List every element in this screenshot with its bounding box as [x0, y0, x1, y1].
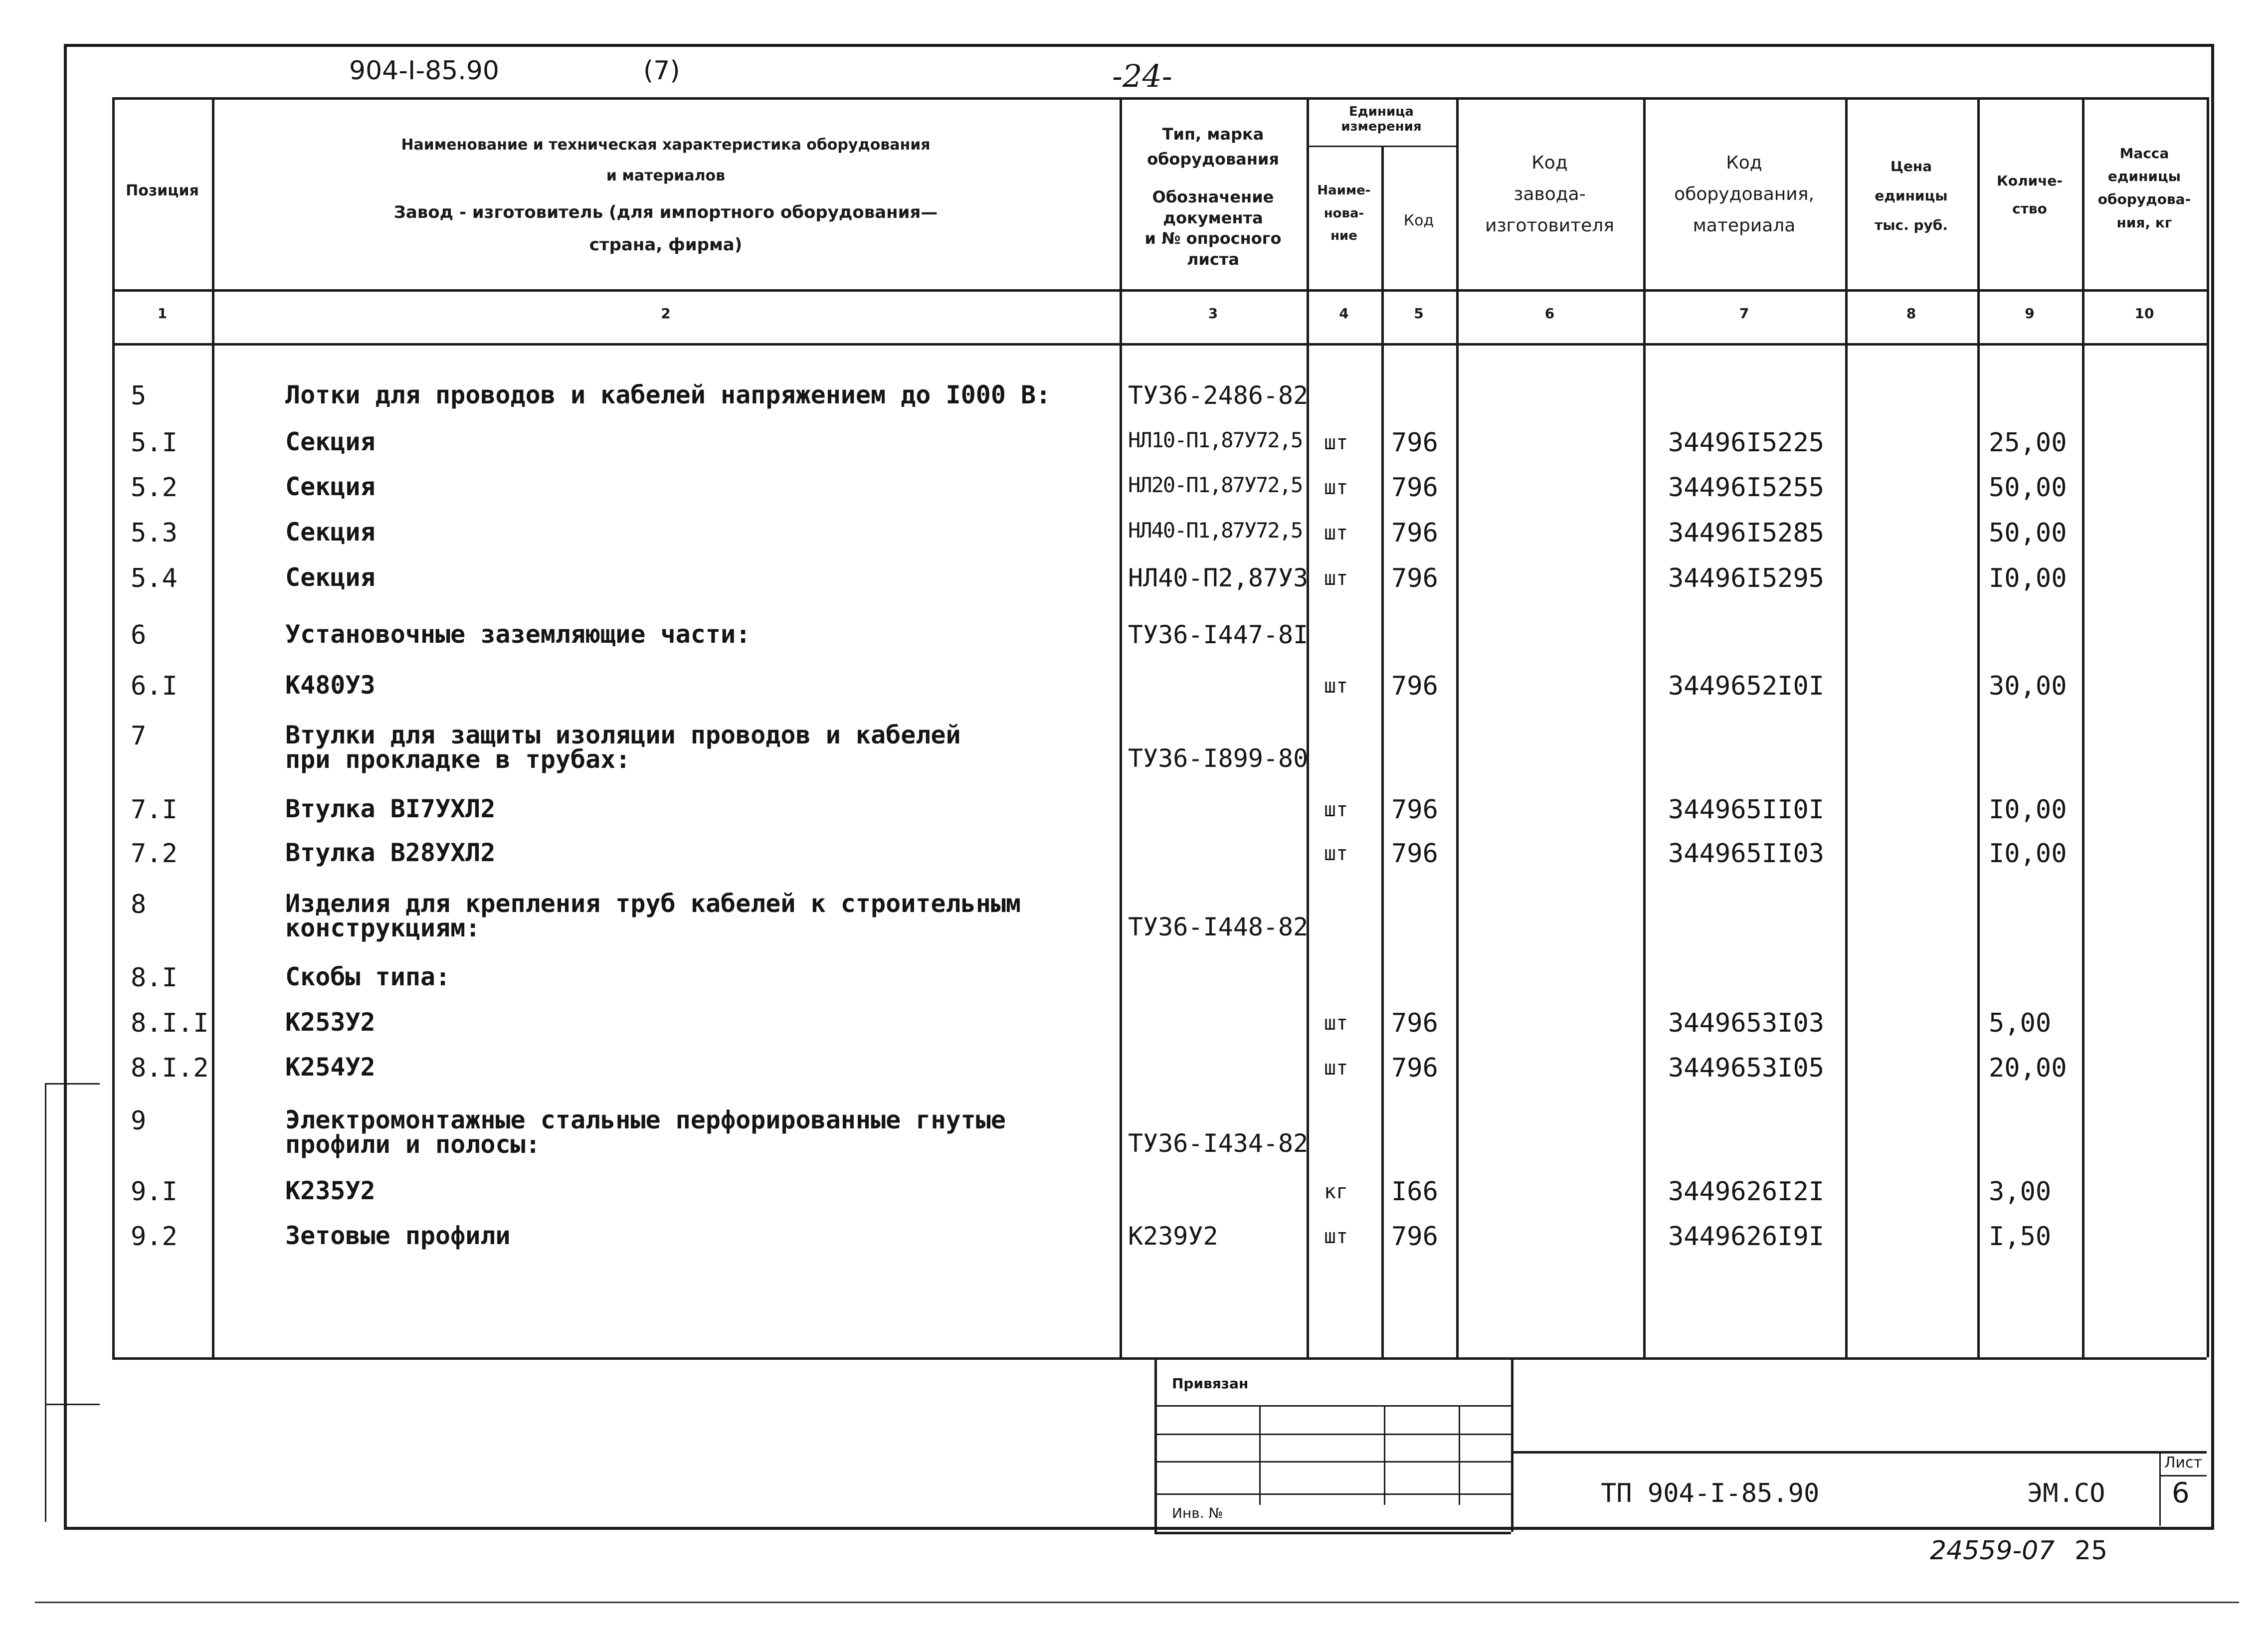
- row-material-code: 34496I5225: [1668, 428, 1825, 458]
- row-name: К480У3: [285, 671, 376, 700]
- row-unit-code: 796: [1391, 1008, 1438, 1038]
- row-unit-code: 796: [1391, 563, 1438, 593]
- row-position: 7.I: [131, 795, 178, 825]
- col-num-9: 9: [2025, 305, 2035, 322]
- row-position: 9.I: [131, 1177, 178, 1207]
- row-unit-code: 796: [1391, 671, 1438, 701]
- row-name: Секция: [285, 563, 376, 592]
- row-type: НЛ40-П2,87У3: [1128, 563, 1309, 592]
- row-quantity: 3,00: [1989, 1177, 2052, 1207]
- row-name: Втулка В28УХЛ2: [285, 838, 496, 867]
- col-num-5: 5: [1414, 305, 1424, 322]
- row-name: Скобы типа:: [285, 962, 451, 991]
- row-position: 9.2: [131, 1222, 178, 1252]
- row-unit-name: кг: [1324, 1180, 1348, 1203]
- header-quantity: Количе- ство: [1996, 173, 2063, 217]
- row-name: К235У2: [285, 1176, 376, 1205]
- header-name-line2: и материалов: [606, 167, 726, 184]
- col-num-6: 6: [1544, 305, 1555, 322]
- row-type: ТУ36-2486-82: [1128, 381, 1309, 410]
- col-num-8: 8: [1906, 305, 1916, 322]
- row-type: ТУ36-I434-82: [1128, 1129, 1309, 1158]
- row-material-code: 3449652I0I: [1668, 671, 1825, 701]
- sheet-paren: (7): [643, 56, 680, 86]
- header-unit-group: Единица измерения: [1341, 104, 1422, 134]
- row-unit-code: 796: [1391, 1053, 1438, 1083]
- header-material-code: Код оборудования, материала: [1674, 153, 1814, 236]
- row-position: 7.2: [131, 839, 178, 869]
- row-material-code: 3449653I03: [1668, 1008, 1825, 1038]
- row-unit-name: шт: [1324, 1057, 1348, 1080]
- row-quantity: I0,00: [1989, 563, 2067, 593]
- row-position: 8: [131, 890, 147, 919]
- sheet-label: Лист: [2164, 1454, 2203, 1471]
- row-position: 6.I: [131, 671, 178, 701]
- row-material-code: 3449653I05: [1668, 1053, 1825, 1083]
- col-num-2: 2: [661, 305, 671, 322]
- row-unit-name: шт: [1324, 567, 1348, 590]
- row-material-code: 34496I5295: [1668, 563, 1825, 593]
- row-name: Секция: [285, 518, 376, 547]
- row-quantity: 5,00: [1989, 1008, 2052, 1038]
- header-mass: Масса единицы оборудова- ния, кг: [2097, 145, 2191, 231]
- row-name: Лотки для проводов и кабелей напряжением до I000 В:: [285, 380, 1051, 409]
- row-position: 9: [131, 1106, 147, 1136]
- stamp-mark: ЭМ.СО: [2027, 1478, 2105, 1508]
- row-unit-code: I66: [1391, 1177, 1438, 1207]
- row-material-code: 3449626I9I: [1668, 1222, 1825, 1252]
- row-position: 5: [131, 381, 147, 411]
- col-num-7: 7: [1739, 305, 1749, 322]
- header-position: Позиция: [126, 182, 199, 199]
- col-num-10: 10: [2134, 305, 2154, 322]
- row-unit-code: 796: [1391, 1222, 1438, 1252]
- row-quantity: 20,00: [1989, 1053, 2067, 1083]
- row-unit-name: шт: [1324, 1012, 1348, 1035]
- header-unit-name: Наиме- нова- ние: [1317, 183, 1371, 243]
- header-type: Тип, марка оборудования: [1147, 125, 1279, 169]
- row-position: 8.I.I: [131, 1008, 209, 1038]
- row-unit-name: шт: [1324, 1225, 1348, 1248]
- sheet-number: 6: [2172, 1477, 2190, 1509]
- row-unit-name: шт: [1324, 476, 1348, 499]
- row-position: 5.3: [131, 518, 178, 548]
- row-position: 5.2: [131, 473, 178, 503]
- row-unit-name: шт: [1324, 798, 1348, 821]
- row-unit-name: шт: [1324, 431, 1348, 454]
- header-name-line1: Наименование и техническая характеристика оборудования: [401, 136, 931, 154]
- row-quantity: I0,00: [1989, 839, 2067, 869]
- row-name: Втулки для защиты изоляции проводов и кабелей при прокладке в трубах:: [285, 721, 961, 774]
- row-type: НЛ20-П1,87У72,5: [1128, 473, 1303, 497]
- row-material-code: 3449626I2I: [1668, 1177, 1825, 1207]
- row-type: ТУ36-I447-8I: [1128, 620, 1309, 649]
- row-unit-code: 796: [1391, 795, 1438, 825]
- page-number: 25: [2075, 1536, 2108, 1566]
- linked-label: Привязан: [1172, 1375, 1249, 1392]
- row-material-code: 34496I5285: [1668, 518, 1825, 548]
- inventory-label: Инв. №: [1172, 1505, 1223, 1521]
- row-unit-code: 796: [1391, 428, 1438, 458]
- row-type: НЛ40-П1,87У72,5: [1128, 518, 1303, 543]
- row-position: 5.4: [131, 563, 178, 593]
- row-unit-name: шт: [1324, 522, 1348, 545]
- row-name: К254У2: [285, 1053, 376, 1082]
- row-name: Электромонтажные стальные перфорированные гнутые профили и полосы:: [285, 1105, 1006, 1159]
- row-quantity: 30,00: [1989, 671, 2067, 701]
- header-plant-code: Код завода- изготовителя: [1485, 153, 1614, 236]
- row-unit-code: 796: [1391, 518, 1438, 548]
- row-quantity: I,50: [1989, 1222, 2052, 1252]
- row-name: Секция: [285, 427, 376, 456]
- row-name: Зетовые профили: [285, 1221, 511, 1250]
- row-name: Секция: [285, 472, 376, 501]
- row-material-code: 344965II03: [1668, 839, 1825, 869]
- row-type: НЛ10-П1,87У72,5: [1128, 428, 1303, 452]
- col-num-1: 1: [157, 305, 168, 322]
- col-num-3: 3: [1208, 305, 1218, 322]
- row-position: 7: [131, 721, 147, 751]
- row-quantity: 25,00: [1989, 428, 2067, 458]
- row-type: ТУ36-I899-80: [1128, 744, 1309, 773]
- row-position: 8.I: [131, 963, 178, 993]
- row-type: ТУ36-I448-82: [1128, 913, 1309, 941]
- row-name: Изделия для крепления труб кабелей к строительным конструкциям:: [285, 889, 1021, 942]
- row-unit-code: 796: [1391, 473, 1438, 503]
- row-name: К253У2: [285, 1008, 376, 1037]
- row-position: 5.I: [131, 428, 178, 458]
- row-quantity: I0,00: [1989, 795, 2067, 825]
- stamp-doc-code: ТП 904-I-85.90: [1601, 1478, 1820, 1508]
- row-position: 6: [131, 620, 147, 650]
- header-document: Обозначение документа и № опросного листа: [1144, 187, 1282, 269]
- row-name: Втулка ВI7УХЛ2: [285, 794, 496, 823]
- archive-number: 24559-07: [1930, 1536, 2055, 1566]
- header-name-line4: страна, фирма): [589, 235, 743, 255]
- page-number-handwritten: -24-: [1112, 58, 1172, 94]
- row-material-code: 34496I5255: [1668, 473, 1825, 503]
- row-quantity: 50,00: [1989, 473, 2067, 503]
- row-name: Установочные заземляющие части:: [285, 620, 751, 649]
- row-unit-name: шт: [1324, 675, 1348, 698]
- header-unit-code: Код: [1403, 212, 1434, 229]
- header-name-line3: Завод - изготовитель (для импортного оборудования—: [393, 202, 938, 222]
- col-num-4: 4: [1339, 305, 1349, 322]
- row-unit-name: шт: [1324, 842, 1348, 865]
- row-unit-code: 796: [1391, 839, 1438, 869]
- row-quantity: 50,00: [1989, 518, 2067, 548]
- row-material-code: 344965II0I: [1668, 795, 1825, 825]
- row-position: 8.I.2: [131, 1053, 209, 1083]
- header-price: Цена единицы тыс. руб.: [1874, 158, 1948, 233]
- doc-code: 904-I-85.90: [349, 56, 499, 86]
- row-type: К239У2: [1128, 1222, 1218, 1251]
